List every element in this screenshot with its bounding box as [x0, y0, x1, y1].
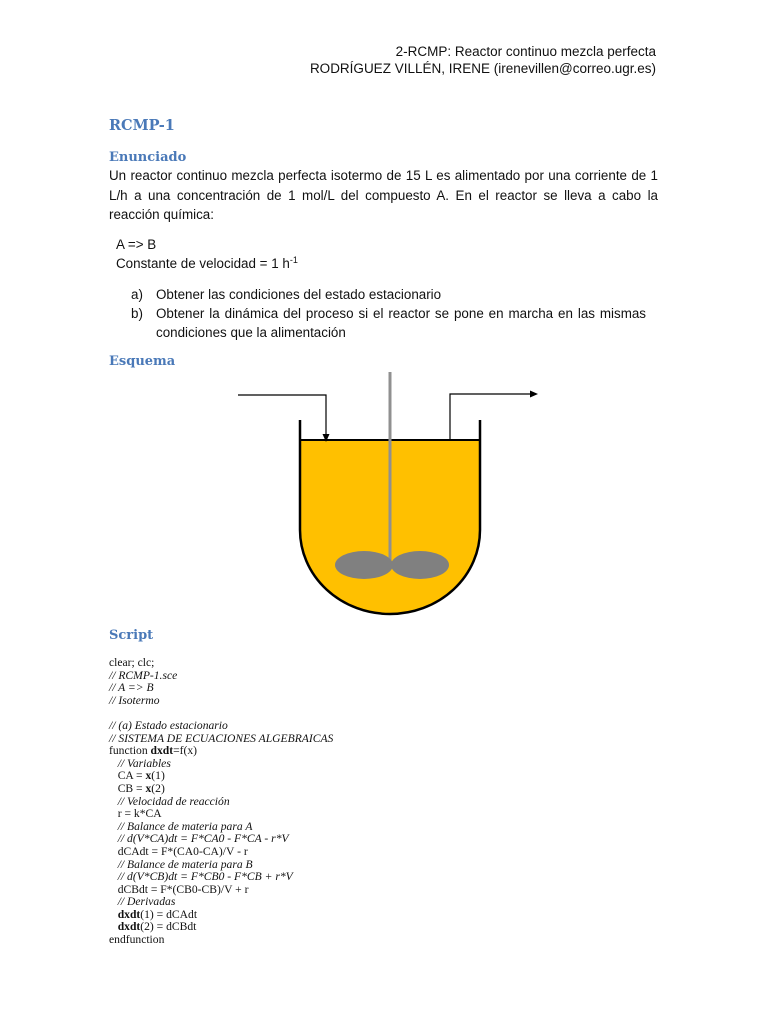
script-heading: Script	[109, 628, 154, 643]
list-item-text: Obtener las condiciones del estado estacionario	[156, 287, 442, 302]
code-token: dCBdt = F*(CB0-CB)/V + r	[109, 882, 249, 896]
impeller-right-blade	[391, 551, 449, 579]
list-marker: a)	[131, 287, 143, 302]
code-token: dxdt	[117, 907, 141, 921]
rate-constant-exponent: -1	[289, 255, 298, 265]
code-comment: // Isotermo	[109, 693, 160, 707]
enunciado-heading: Enunciado	[109, 150, 187, 165]
code-comment: // d(V*CB)dt = F*CB0 - F*CB + r*V	[109, 870, 293, 884]
code-token: dCAdt = F*(CA0-CA)/V - r	[109, 844, 248, 858]
code-token: r = k*CA	[109, 807, 162, 821]
code-line	[109, 695, 333, 708]
page-title: RCMP-1	[109, 117, 175, 134]
code-comment: // Balance de materia para A	[109, 819, 253, 833]
reaction-equation: A => B	[116, 237, 157, 252]
reactor-diagram	[228, 370, 548, 620]
code-comment: // Balance de materia para B	[109, 857, 253, 871]
code-block	[109, 657, 333, 947]
list-item	[131, 304, 646, 342]
code-token: function	[109, 744, 151, 758]
code-token: clear; clc;	[109, 656, 155, 669]
code-token: dxdt	[117, 920, 141, 934]
code-token: dxdt	[150, 744, 174, 758]
code-token: (1) = dCAdt	[140, 907, 198, 921]
code-token: (1)	[151, 769, 165, 783]
code-comment: // Derivadas	[109, 895, 176, 909]
rate-constant-label: Constante de velocidad = 1 h	[116, 256, 290, 271]
code-comment: // d(V*CA)dt = F*CA0 - F*CA - r*V	[109, 832, 289, 846]
outlet-pipe	[450, 394, 532, 440]
code-comment: // (a) Estado estacionario	[109, 718, 228, 732]
list-item	[131, 285, 646, 304]
code-token: CB =	[109, 781, 146, 795]
code-comment: // A => B	[109, 681, 154, 695]
code-comment: // RCMP-1.sce	[109, 668, 178, 682]
code-token: x	[145, 769, 152, 783]
header-course-line: 2-RCMP: Reactor continuo mezcla perfecta	[395, 44, 656, 59]
code-line	[109, 934, 333, 947]
outlet-arrow-head	[530, 391, 538, 398]
code-token: endfunction	[109, 933, 165, 947]
impeller-left-blade	[335, 551, 393, 579]
code-token: x	[145, 781, 152, 795]
code-token: CA =	[109, 769, 146, 783]
rate-constant	[116, 254, 298, 273]
inlet-pipe	[238, 395, 326, 440]
code-token	[109, 920, 118, 933]
list-item-text: Obtener la dinámica del proceso si el reactor se pone en marcha en las mismas condiciones que la alimentación	[156, 306, 646, 340]
code-token: =f(x)	[173, 744, 198, 758]
code-token	[109, 908, 118, 921]
code-comment: // Variables	[109, 756, 171, 770]
code-token: (2)	[151, 781, 165, 795]
code-comment: // Velocidad de reacción	[109, 794, 230, 808]
enunciado-text: Un reactor continuo mezcla perfecta isotermo de 15 L es alimentado por una corriente de 1 L/h a una concentración de 1 mol/L del compuesto A. En el reactor se lleva a cabo la reacción química:	[109, 168, 658, 222]
list-marker: b)	[131, 306, 143, 321]
code-token: (2) = dCBdt	[140, 920, 197, 934]
header-author-line: RODRÍGUEZ VILLÉN, IRENE (irenevillen@correo.ugr.es)	[309, 61, 656, 76]
esquema-heading: Esquema	[109, 354, 176, 369]
code-comment: // SISTEMA DE ECUACIONES ALGEBRAICAS	[109, 731, 334, 745]
